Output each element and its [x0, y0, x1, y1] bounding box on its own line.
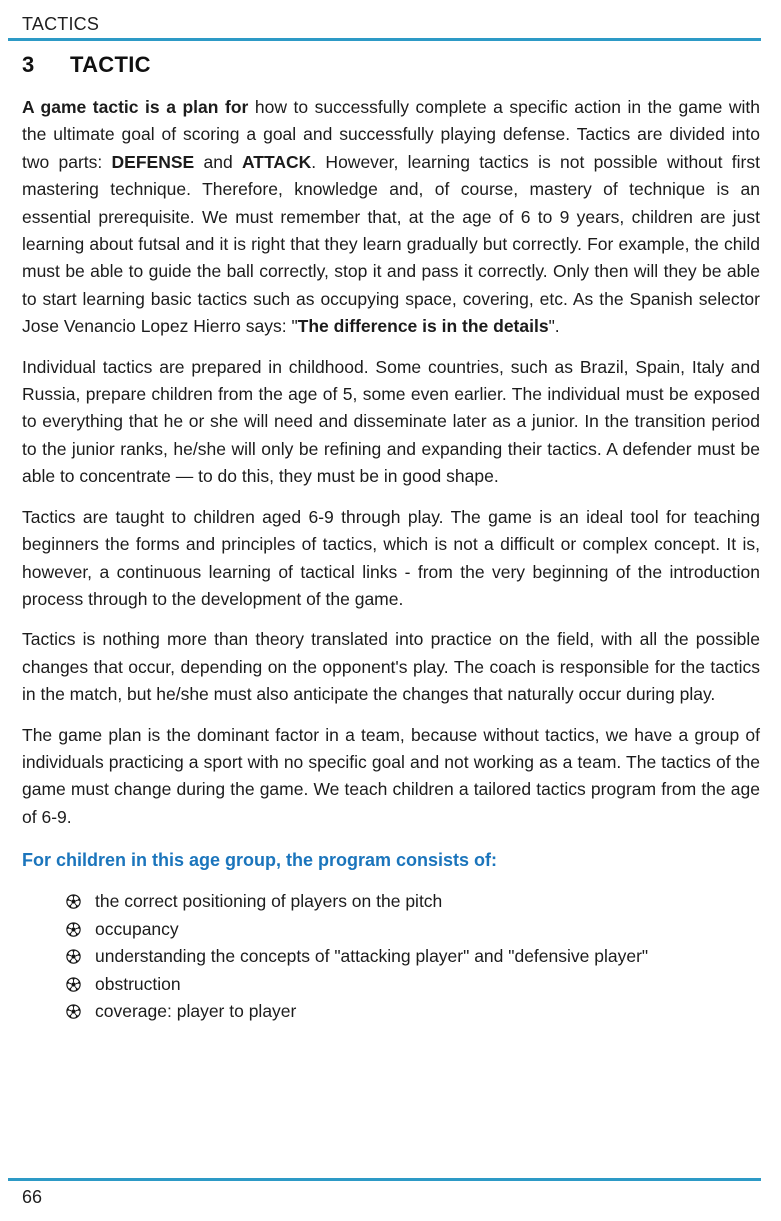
- text-run: The game plan is the dominant factor in a team, because without tactics, we have a group of individuals practicing a sport with no specific goal and not working as a team. The tactics of the game must change during the game. We teach children a tailored tactics program from the age of 6-9.: [22, 724, 760, 827]
- chapter-title: TACTIC: [70, 52, 151, 77]
- page-footer: [0, 1178, 781, 1208]
- program-item-label: coverage: player to player: [95, 1001, 297, 1022]
- footer-rule: [8, 1178, 761, 1181]
- program-list-item: [60, 998, 760, 1026]
- text-run: ".: [548, 316, 560, 337]
- chapter-heading: [22, 52, 760, 78]
- soccer-ball-icon: [66, 949, 81, 964]
- text-run: Tactics are taught to children aged 6-9 through play. The game is an ideal tool for teaching beginners the forms and principles of tactics, which is not a difficult or complex concept. It is, however, a continuous learning of tactical links - from the very beginning of the introduction process through to the development of the game.: [22, 506, 760, 609]
- program-item-label: occupancy: [95, 918, 179, 939]
- header-rule: [8, 38, 761, 41]
- program-list: [22, 888, 760, 1026]
- soccer-ball-icon: [66, 922, 81, 937]
- running-header: TACTICS: [22, 14, 100, 34]
- chapter-number: 3: [22, 52, 35, 77]
- program-heading: For children in this age group, the program consists of:: [22, 850, 498, 871]
- paragraph: [22, 354, 760, 491]
- bold-text-run: A game tactic is a plan for: [22, 97, 255, 117]
- soccer-ball-icon: [66, 977, 81, 992]
- text-run: how to successfully complete a specific action in the game with the ultimate goal of scoring a goal and successfully playing defense. Tactics are divided into two parts:: [22, 97, 760, 172]
- text-run: Individual tactics are prepared in childhood. Some countries, such as Brazil, Spain, Italy and Russia, prepare children from the age of 5, some even earlier. The individual must be exposed to everything that he or she will need and disseminate later as a junior. In the transition period to the junior ranks, he/she will only be refining and expanding their tactics. A defender must be able to concentrate — to do this, they must be in good shape.: [22, 356, 760, 487]
- soccer-ball-icon: [66, 1004, 81, 1019]
- bold-text-run: ATTACK: [241, 151, 312, 172]
- paragraph: [22, 722, 760, 832]
- bold-text-run: The difference is in the details: [297, 316, 549, 337]
- body-paragraphs: [22, 94, 760, 831]
- program-item-label: obstruction: [95, 973, 181, 994]
- text-run: and: [194, 151, 242, 172]
- program-list-item: [60, 971, 760, 999]
- bold-text-run: DEFENSE: [111, 151, 195, 172]
- text-run: . However, learning tactics is not possible without first mastering technique. Therefore, knowledge and, of course, mastery of technique is an essential prerequisite. We must remember that, at the age of 6 to 9 years, children are just learning about futsal and it is right that they learn gradually but correctly. For example, the child must be able to guide the ball correctly, stop it and pass it correctly. Only then will they be able to start learning basic tactics such as occupying space, covering, etc. As the Spanish selector Jose Venancio Lopez Hierro says: ": [22, 151, 760, 337]
- program-item-label: the correct positioning of players on the pitch: [95, 891, 443, 912]
- program-item-label: understanding the concepts of "attacking player" and "defensive player": [95, 946, 649, 967]
- page-number: 66: [22, 1187, 43, 1207]
- paragraph: [22, 94, 760, 341]
- program-list-item: [60, 916, 760, 944]
- soccer-ball-icon: [66, 894, 81, 909]
- paragraph: [22, 626, 760, 708]
- paragraph: [22, 504, 760, 614]
- text-run: Tactics is nothing more than theory translated into practice on the field, with all the possible changes that occur, depending on the opponent's play. The coach is responsible for the tactics in the match, but he/she must also anticipate the changes that naturally occur during play.: [22, 629, 760, 705]
- program-list-item: [60, 888, 760, 916]
- program-list-item: [60, 943, 760, 971]
